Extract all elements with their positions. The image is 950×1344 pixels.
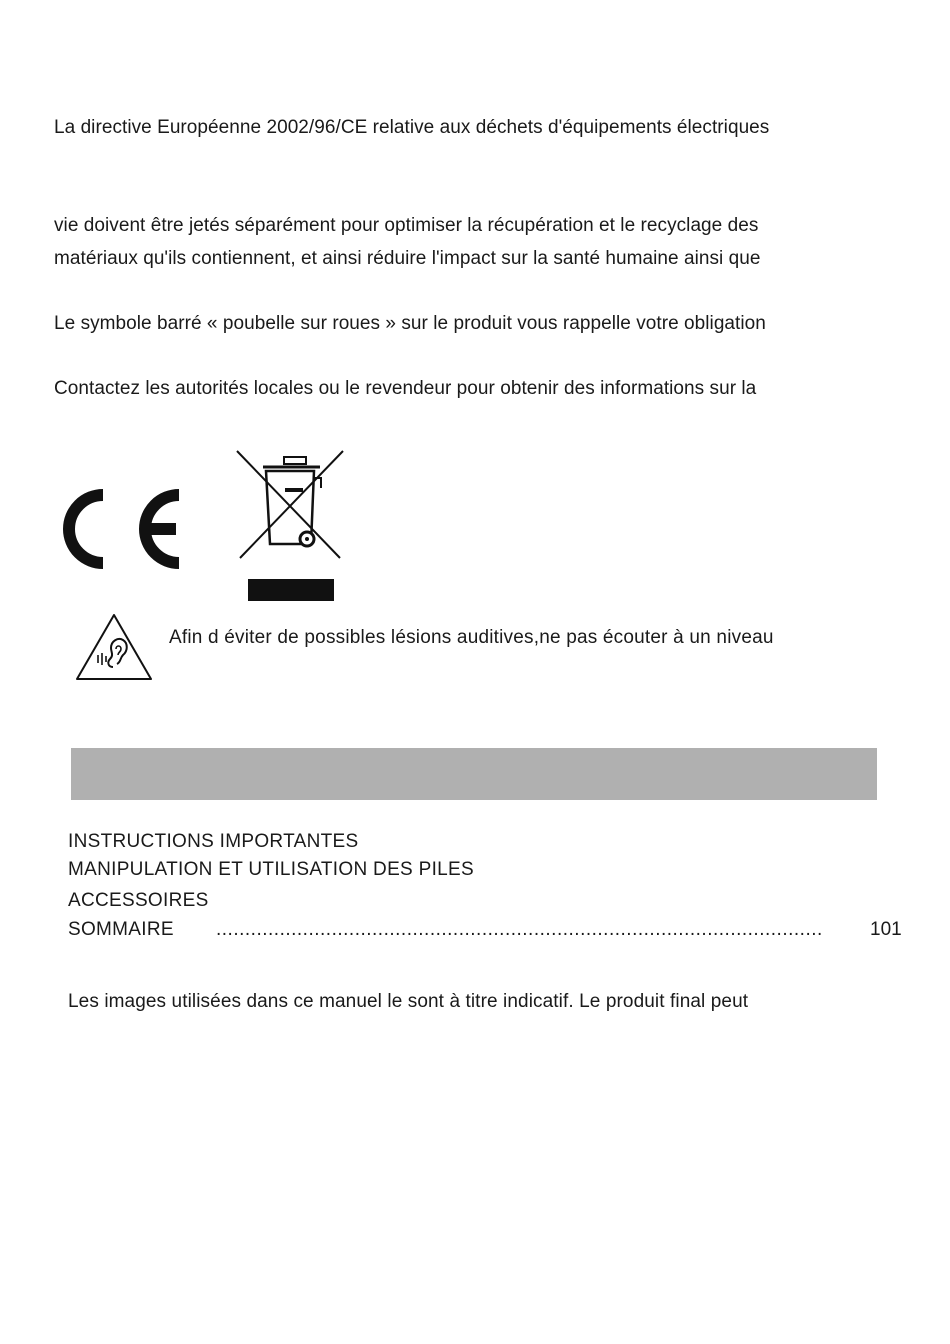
toc-item-accessoires: ACCESSOIRES [68,890,209,911]
hearing-warning-icon [73,611,155,683]
images-disclaimer: Les images utilisées dans ce manuel le sont à titre indicatif. Le produit final peut [68,991,749,1012]
toc-item-sommaire: SOMMAIRE [68,919,174,940]
toc-leader-dots: ......................................................................................................... [216,919,823,940]
toc-item-instructions: INSTRUCTIONS IMPORTANTES [68,831,359,852]
crossed-out-wheelie-bin-icon [232,448,348,604]
contact-paragraph: Contactez les autorités locales ou le revendeur pour obtenir des informations sur la [54,378,757,399]
toc-item-piles: MANIPULATION ET UTILISATION DES PILES [68,859,474,880]
section-header-bar [71,748,877,800]
hearing-warning-text: Afin d éviter de possibles lésions auditives,ne pas écouter à un niveau [169,627,774,648]
weee-paragraph-line-3: matériaux qu'ils contiennent, et ainsi réduire l'impact sur la santé humaine ainsi que [54,248,761,269]
toc-page-number: 101 [870,919,902,940]
ce-mark-icon [52,482,184,576]
weee-paragraph-line-2: vie doivent être jetés séparément pour optimiser la récupération et le recyclage des [54,215,759,236]
weee-symbol-paragraph: Le symbole barré « poubelle sur roues » sur le produit vous rappelle votre obligation [54,313,766,334]
weee-paragraph-line-1: La directive Européenne 2002/96/CE relative aux déchets d'équipements électriques [54,117,770,138]
